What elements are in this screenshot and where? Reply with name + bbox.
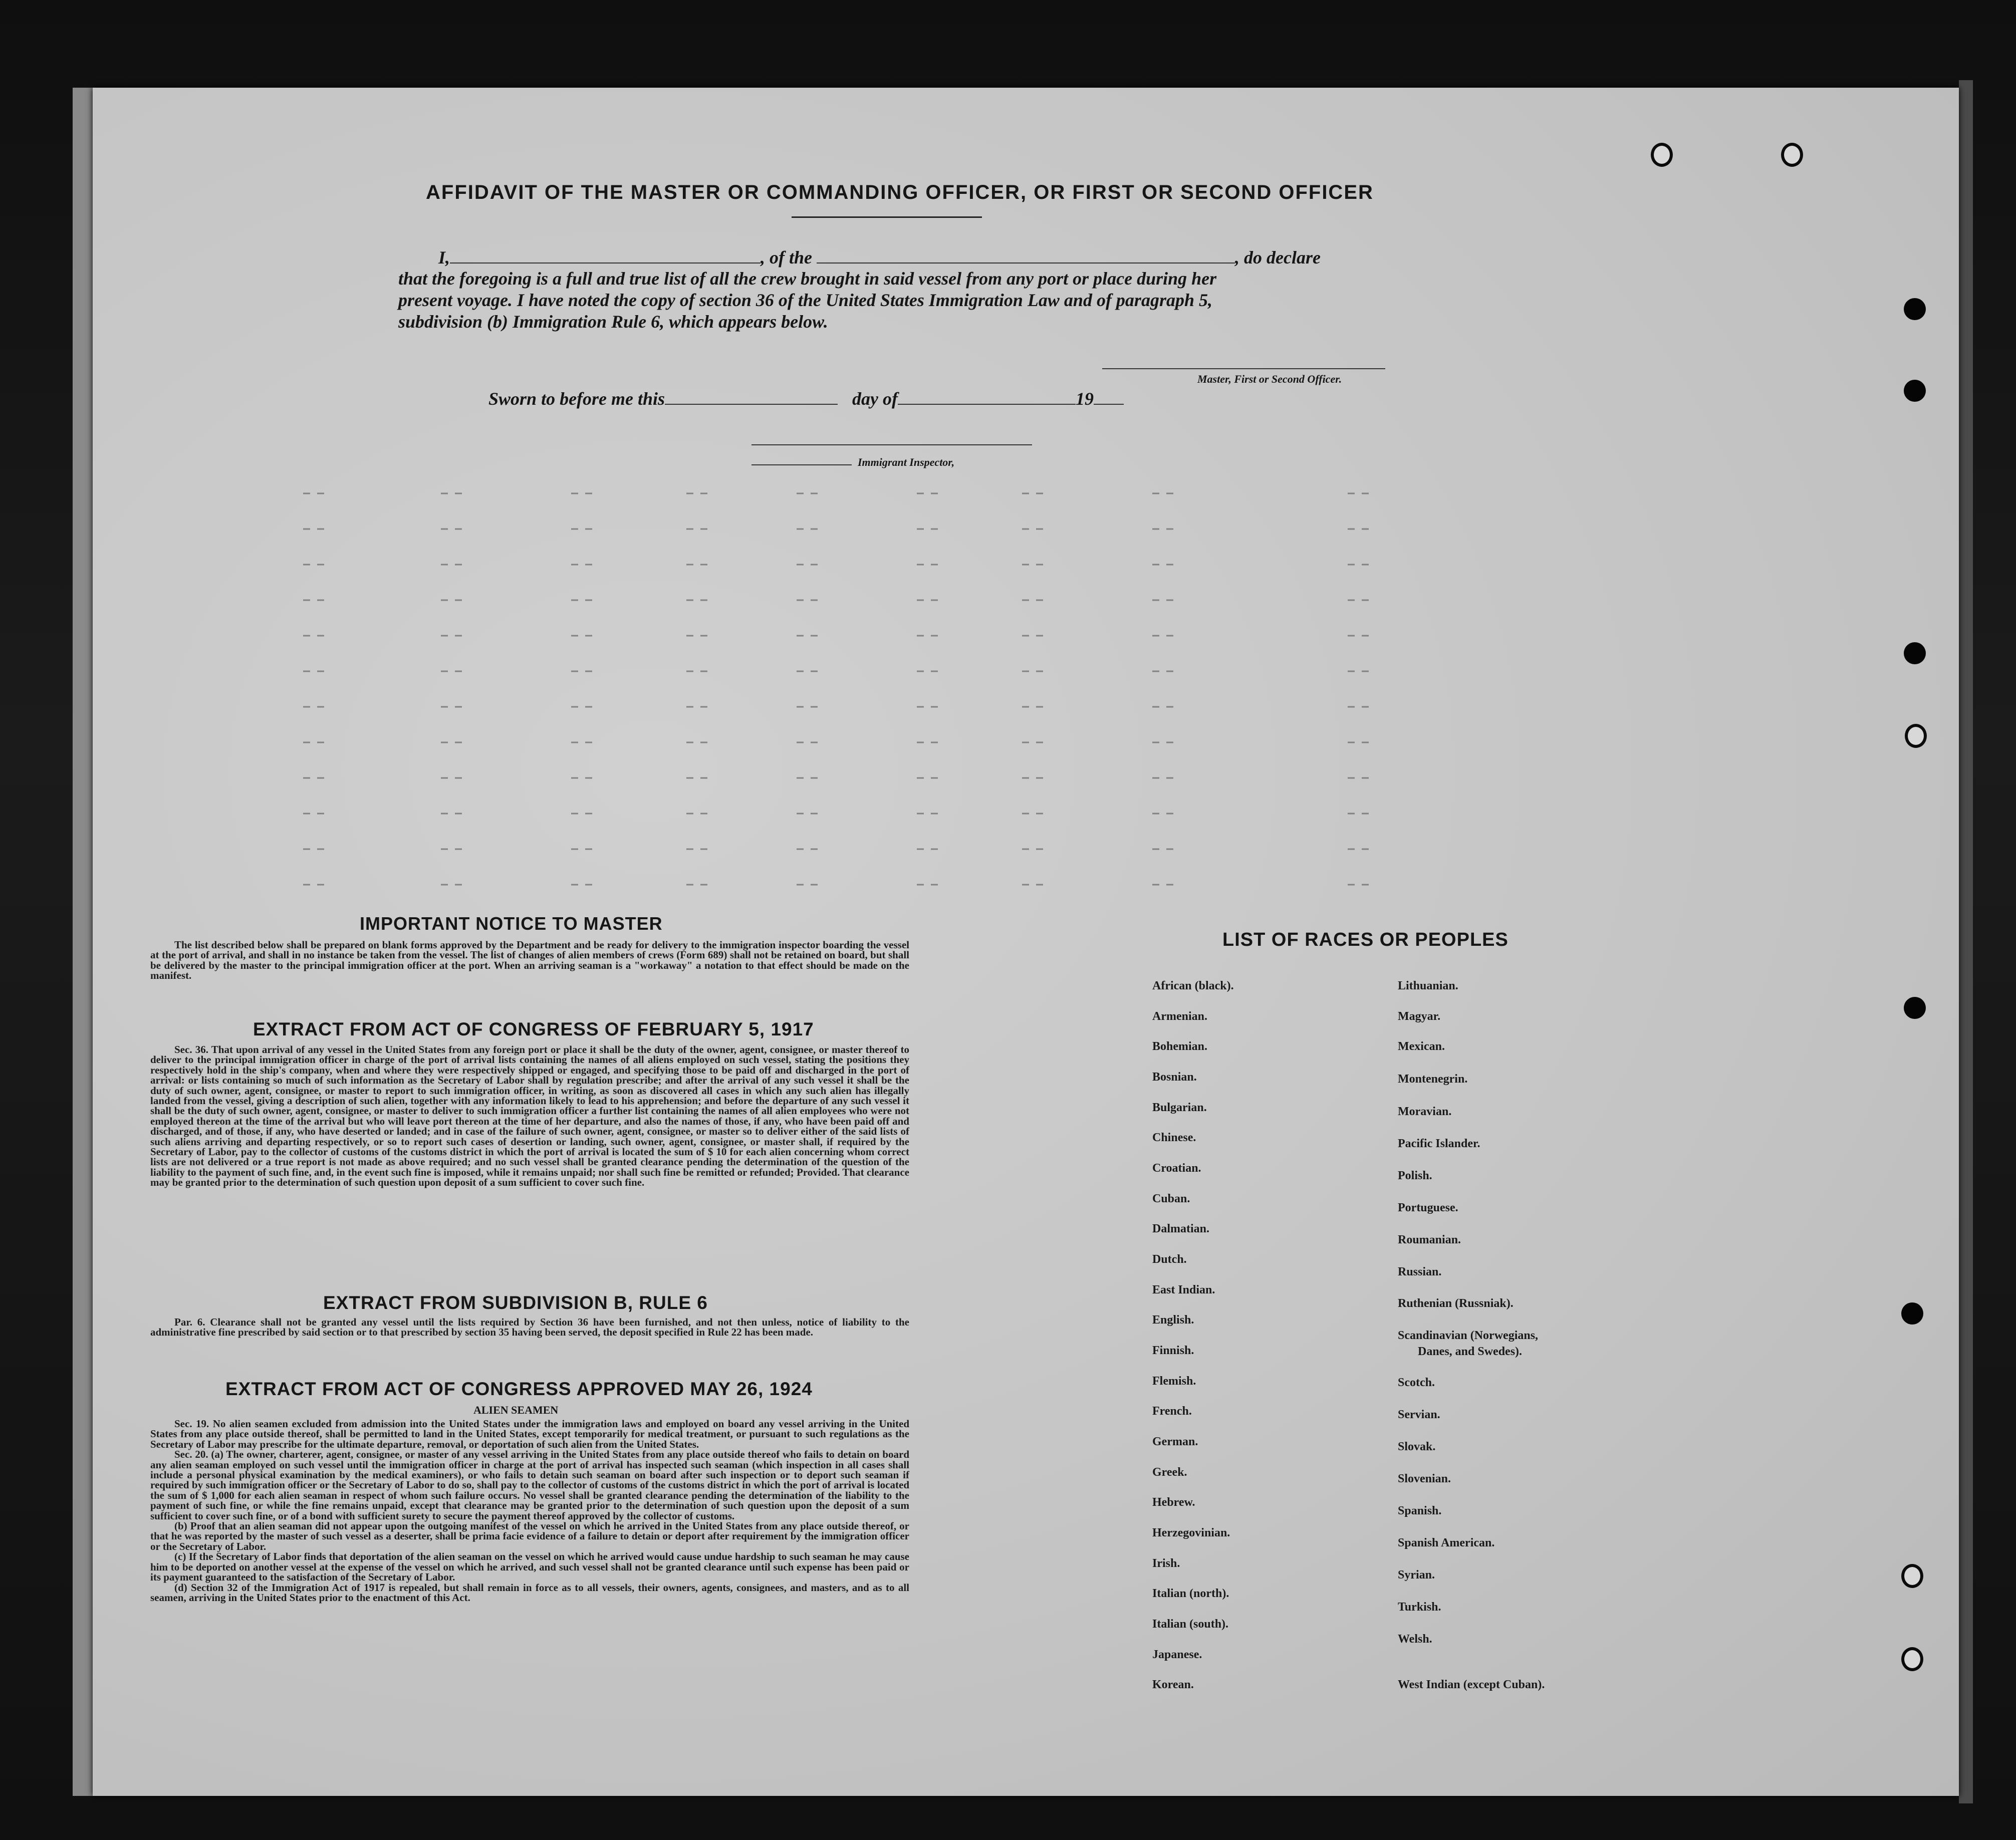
- race-item: Dutch.: [1152, 1253, 1187, 1266]
- sworn-line: [488, 388, 1124, 409]
- extract-1917-title: EXTRACT FROM ACT OF CONGRESS OF FEBRUARY 5, 1917: [253, 1019, 814, 1039]
- race-item: African (black).: [1152, 979, 1234, 992]
- sec-19-paragraph: Sec. 19. No alien seamen excluded from admission into the United States under the immigration laws and employed on board any vessel arriving in the United States from any place outside thereof, shall be permitted to land in the United States, except temporarily for medical treatment, or pursuant to such regulations as the Secretary of Labor may prescribe for the ultimate departure, removal, or deportation of such alien from the United States.: [150, 1418, 909, 1450]
- race-item: Bohemian.: [1152, 1040, 1208, 1053]
- affidavit-do-declare: , do declare: [1235, 247, 1321, 268]
- race-item: Magyar.: [1398, 1010, 1441, 1023]
- race-item: Croatian.: [1152, 1162, 1201, 1175]
- race-item: Scandinavian (Norwegians,: [1398, 1329, 1539, 1342]
- sworn-month-blank[interactable]: [898, 404, 1076, 405]
- race-item: Russian.: [1398, 1265, 1442, 1278]
- notice-title: IMPORTANT NOTICE TO MASTER: [360, 913, 663, 934]
- race-item: Greek.: [1152, 1466, 1187, 1479]
- day-of-label: day of: [852, 389, 898, 409]
- race-item: Lithuanian.: [1398, 979, 1458, 992]
- race-item: Dalmatian.: [1152, 1222, 1209, 1235]
- extract-rule-6-title: EXTRACT FROM SUBDIVISION B, RULE 6: [323, 1292, 708, 1313]
- inspector-caption: Immigrant Inspector,: [858, 456, 955, 468]
- sec-20b-paragraph: (b) Proof that an alien seaman did not appear upon the outgoing manifest of the vessel on which he arrived in the United States from any place outside thereof, or that he was reported by the master of such vessel as a deserter, shall be prima facie evidence of a failure to detain or deport after requirement by the immigration officer or the Secretary of Labor.: [150, 1520, 909, 1552]
- extract-rule-6-body: [150, 1317, 909, 1338]
- race-item: West Indian (except Cuban).: [1398, 1678, 1545, 1691]
- extract-1924-title: EXTRACT FROM ACT OF CONGRESS APPROVED MAY 26, 1924: [225, 1379, 813, 1399]
- affidavit-line-3: present voyage. I have noted the copy of section 36 of the United States Immigration Law and of paragraph 5,: [398, 290, 1212, 310]
- sec-20d-paragraph: (d) Section 32 of the Immigration Act of 1917 is repealed, but shall remain in force as to all vessels, their owners, agents, consignees, and masters, and as to all seamen, arriving in the United States prior to the enactment of this Act.: [150, 1581, 909, 1604]
- races-title: LIST OF RACES OR PEOPLES: [1222, 929, 1508, 950]
- race-item: Ruthenian (Russniak).: [1398, 1297, 1514, 1310]
- vessel-blank[interactable]: [817, 262, 1235, 264]
- race-item: Japanese.: [1152, 1648, 1202, 1661]
- inspector-signature-line[interactable]: [751, 444, 1032, 445]
- extract-1924-body: [150, 1419, 909, 1603]
- race-item: Turkish.: [1398, 1601, 1441, 1614]
- race-item: Hebrew.: [1152, 1496, 1195, 1509]
- race-item: Scotch.: [1398, 1376, 1435, 1389]
- race-item: Welsh.: [1398, 1633, 1432, 1646]
- name-blank[interactable]: [450, 262, 761, 264]
- race-item: Korean.: [1152, 1678, 1194, 1691]
- race-item: French.: [1152, 1405, 1192, 1418]
- master-signature-line[interactable]: [1102, 368, 1385, 369]
- sworn-day-blank[interactable]: [665, 404, 838, 405]
- race-item: Slovenian.: [1398, 1472, 1451, 1485]
- section-36-paragraph: Sec. 36. That upon arrival of any vessel in the United States from any foreign port or place it shall be the duty of the owner, agent, consignee, or master thereof to deliver to the principal immigration officer in charge of the port of arrival lists containing the names of all aliens employed on such vessel, stating the positions they respectively hold in the ship's company, when and where they were respectively shipped or engaged, and specifying those to be paid off and discharged in the port of arrival: or lists containing so much of such information as the Secretary of Labor shall by regulation prescribe; and after the arrival of any such vessel it shall be the duty of such owner, agent, consignee, or master to report to such immigration officer, in writing, as soon as discovered all cases in which any such alien has illegally landed from the vessel, giving a description of such alien, together with any information likely to lead to his apprehension; and before the departure of any such vessel it shall be the duty of such owner, agent, consignee, or master to deliver to such immigration officer a further list containing the names of all alien employees who were not employed thereon at the time of the arrival but who will leave port thereon at the time of her departure, and also the names of those, if any, who have been paid off and discharged, and of those, if any, who have deserted or landed; and in case of the failure of such owner, agent, consignee, or master so to deliver either of the said lists of such aliens arriving and departing respectively, or so to report such cases of desertion or landing, such owner, agent, consignee, or master shall, if required by the Secretary of Labor, pay to the collector of customs of the customs district in which the port of arrival is located the sum of $ 10 for each alien concerning whom correct lists are not delivered or a true report is not made as above required; and no such vessel shall be granted clearance pending the determination of the question of the liability to the payment of such fine, and, in the event such fine is imposed, while it remains unpaid; nor shall such fine be remitted or refunded; Provided. That clearance may be granted prior to the determination of such question upon deposit of a sum sufficient to cover such fine.: [150, 1043, 909, 1189]
- race-item: Pacific Islander.: [1398, 1137, 1480, 1150]
- race-item: Bosnian.: [1152, 1071, 1197, 1084]
- race-item: Slovak.: [1398, 1440, 1436, 1453]
- notice-paragraph: The list described below shall be prepared on blank forms approved by the Department and be ready for delivery to the immigration inspector boarding the vessel at the port of arrival, and shall in no instance be taken from the vessel. The list of changes of alien members of crews (Form 689) shall not be retained on board, but shall be delivered by the master to the principal immigration officer at the port. When an arriving seaman is a "workaway" a notation to that effect should be made on the manifest.: [150, 939, 909, 982]
- title-rule: [792, 216, 982, 218]
- race-item: Mexican.: [1398, 1040, 1445, 1053]
- race-item: Spanish.: [1398, 1504, 1442, 1517]
- affidavit-i: I,: [438, 247, 450, 268]
- race-item: Montenegrin.: [1398, 1073, 1468, 1086]
- race-item: Danes, and Swedes).: [1418, 1345, 1523, 1358]
- affidavit-line-1: [438, 247, 1321, 268]
- affidavit-line-4: subdivision (b) Immigration Rule 6, which appears below.: [398, 312, 828, 332]
- inspector-signature-line-2: [751, 464, 852, 465]
- sec-20a-paragraph: Sec. 20. (a) The owner, charterer, agent, consignee, or master of any vessel arriving in the United States from any place outside thereof who fails to detain on board any alien seaman employed on such vessel until the immigration officer in charge at the port of arrival has inspected such seaman (which inspection in all cases shall include a personal physical examination by the medical examiners), or who fails to detain such seaman on board after such inspection or to deport such seaman if required by such immigration officer or the Secretary of Labor to do so, shall pay to the collector of customs of the customs district in which the port of arrival is located the sum of $ 1,000 for each alien seaman in respect of whom such failure occurs. No vessel shall be granted clearance pending the determination of the liability to the payment of such fine, or while the fine remains unpaid, except that clearance may be granted prior to the determination of such question upon the deposit of a sum sufficient to cover such fine, or of a bond with sufficient surety to secure the payment thereof approved by the collector of customs.: [150, 1448, 909, 1522]
- notice-body: [150, 940, 909, 981]
- sworn-year-blank[interactable]: [1094, 404, 1124, 405]
- race-item: Finnish.: [1152, 1344, 1194, 1357]
- race-item: Syrian.: [1398, 1568, 1435, 1582]
- extract-1917-body: [150, 1044, 909, 1188]
- rule-6-paragraph: Par. 6. Clearance shall not be granted any vessel until the lists required by Section 36 have been furnished, and not then unless, notice of liability to the administrative fine prescribed by said section or to that prescribed by section 35 having been served, the deposit specified in Rule 22 has been made.: [150, 1316, 909, 1339]
- race-item: Spanish American.: [1398, 1536, 1495, 1549]
- year-prefix: 19: [1076, 389, 1094, 409]
- sec-20c-paragraph: (c) If the Secretary of Labor finds that deportation of the alien seaman on the vessel on which he arrived would cause undue hardship to such seaman he may cause him to be deported on another vessel at the expense of the vessel on which he arrived, and such vessel shall not be granted clearance until such expense has been paid or its payment guaranteed to the satisfaction of the Secretary of Labor.: [150, 1550, 909, 1584]
- race-item: Cuban.: [1152, 1192, 1190, 1205]
- alien-seamen-subtitle: ALIEN SEAMEN: [473, 1404, 559, 1416]
- race-item: Irish.: [1152, 1557, 1180, 1570]
- race-item: Polish.: [1398, 1169, 1432, 1182]
- race-item: Herzegovinian.: [1152, 1526, 1230, 1539]
- race-item: German.: [1152, 1435, 1198, 1448]
- race-item: English.: [1152, 1313, 1194, 1327]
- race-item: Moravian.: [1398, 1105, 1452, 1118]
- race-item: Italian (south).: [1152, 1618, 1229, 1631]
- affidavit-of-the: , of the: [761, 247, 813, 268]
- race-item: Portuguese.: [1398, 1201, 1458, 1214]
- race-item: Chinese.: [1152, 1131, 1196, 1144]
- sworn-label: Sworn to before me this: [488, 389, 665, 409]
- master-caption: Master, First or Second Officer.: [1197, 373, 1342, 385]
- affidavit-title: AFFIDAVIT OF THE MASTER OR COMMANDING OFFICER, OR FIRST OR SECOND OFFICER: [426, 181, 1374, 203]
- race-item: Armenian.: [1152, 1010, 1207, 1023]
- race-item: Roumanian.: [1398, 1233, 1461, 1246]
- affidavit-line-2: that the foregoing is a full and true list of all the crew brought in said vessel from any port or place during her: [398, 269, 1217, 289]
- race-item: Bulgarian.: [1152, 1101, 1207, 1114]
- race-item: Italian (north).: [1152, 1587, 1229, 1600]
- race-item: Flemish.: [1152, 1375, 1196, 1388]
- race-item: East Indian.: [1152, 1283, 1215, 1296]
- race-item: Servian.: [1398, 1408, 1440, 1421]
